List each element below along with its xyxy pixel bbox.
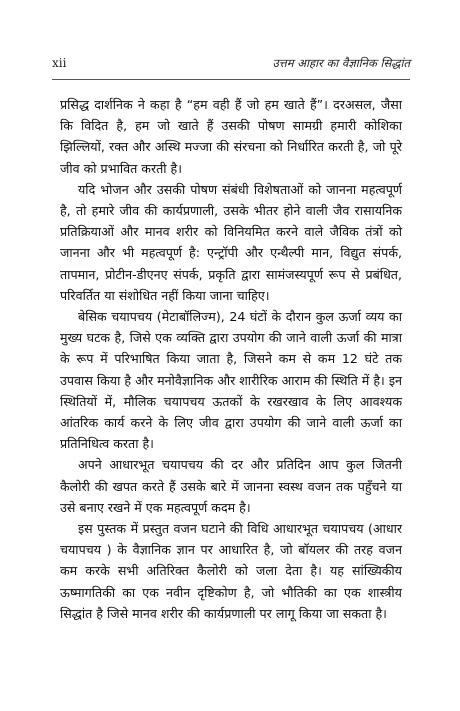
paragraph-3: बेसिक चयापचय (मेटाबॉलिज्म), 24 घंटों के दौरान कुल ऊर्जा व्यय का मुख्य घटक है, जिसे एक व्यक्ति द्वारा उपयोग की जाने वाली ऊर्जा की मात्रा के रूप में परिभाषित किया जाता है, जिसने कम से कम 12 घंटे तक उपवास किया है और मनोवैज्ञानिक और शारीरिक आराम की स्थिति में है। इन स्थितियों में, मौलिक चयापचय ऊतकों के रखरखाव के लिए आवश्यक आंतरिक कार्य करने के लिए जीव द्वारा उपयोग की जाने वाली ऊर्जा का प्रतिनिधित्व करता है। [60, 309, 402, 452]
paragraph-4: अपने आधारभूत चयापचय की दर और प्रतिदिन आप कुल जितनी कैलोरी की खपत करते हैं उसके बारे में जानना स्वस्थ वजन तक पहुँचने या उसे बनाए रखने में एक महत्वपूर्ण कदम है। [60, 457, 402, 515]
header-rule [52, 79, 410, 80]
page-header [52, 56, 410, 74]
paragraph-5: इस पुस्तक में प्रस्तुत वजन घटाने की विधि आधारभूत चयापचय (आधार चयापचय ) के वैज्ञानिक ज्ञान पर आधारित है, जो बॉयलर की तरह वजन कम करके सभी अतिरिक्त कैलोरी को जला देता है। यह सांख्यिकीय ऊष्मागतिकी का एक नवीन दृष्टिकोण है, जो भौतिकी का एक शास्त्रीय सिद्धांत है जिसे मानव शरीर की कार्यप्रणाली पर लागू किया जा सकता है। [60, 521, 402, 621]
body-text [60, 94, 402, 624]
paragraph-1: प्रसिद्ध दार्शनिक ने कहा है “हम वही हैं जो हम खाते हैं”। दरअसल, जैसा कि विदित है, हम जो खाते हैं उसकी पोषण सामग्री हमारी कोशिका झिल्लियों, रक्त और अस्थि मज्जा की संरचना को निर्धारित करती है, जो पूरे जीव को प्रभावित करती है। [60, 97, 402, 176]
paragraph-2: यदि भोजन और उसकी पोषण संबंधी विशेषताओं को जानना महत्वपूर्ण है, तो हमारे जीव की कार्यप्रणाली, उसके भीतर होने वाली जैव रासायनिक प्रतिक्रियाओं और मानव शरीर को विनियमित करने वाले जैविक तंत्रों को जानना और भी महत्वपूर्ण है: एन्ट्रॉपी और एन्थैल्पी मान, विद्युत संपर्क, तापमान, प्रोटीन-डीएनए संपर्क, प्रकृति द्वारा सामंजस्यपूर्ण रूप से प्रबंधित, परिवर्तित या संशोधित नहीं किया जाना चाहिए। [60, 181, 402, 303]
running-title: उत्तम आहार का वैज्ञानिक सिद्धांत [272, 56, 410, 70]
page-number: xii [52, 56, 67, 70]
